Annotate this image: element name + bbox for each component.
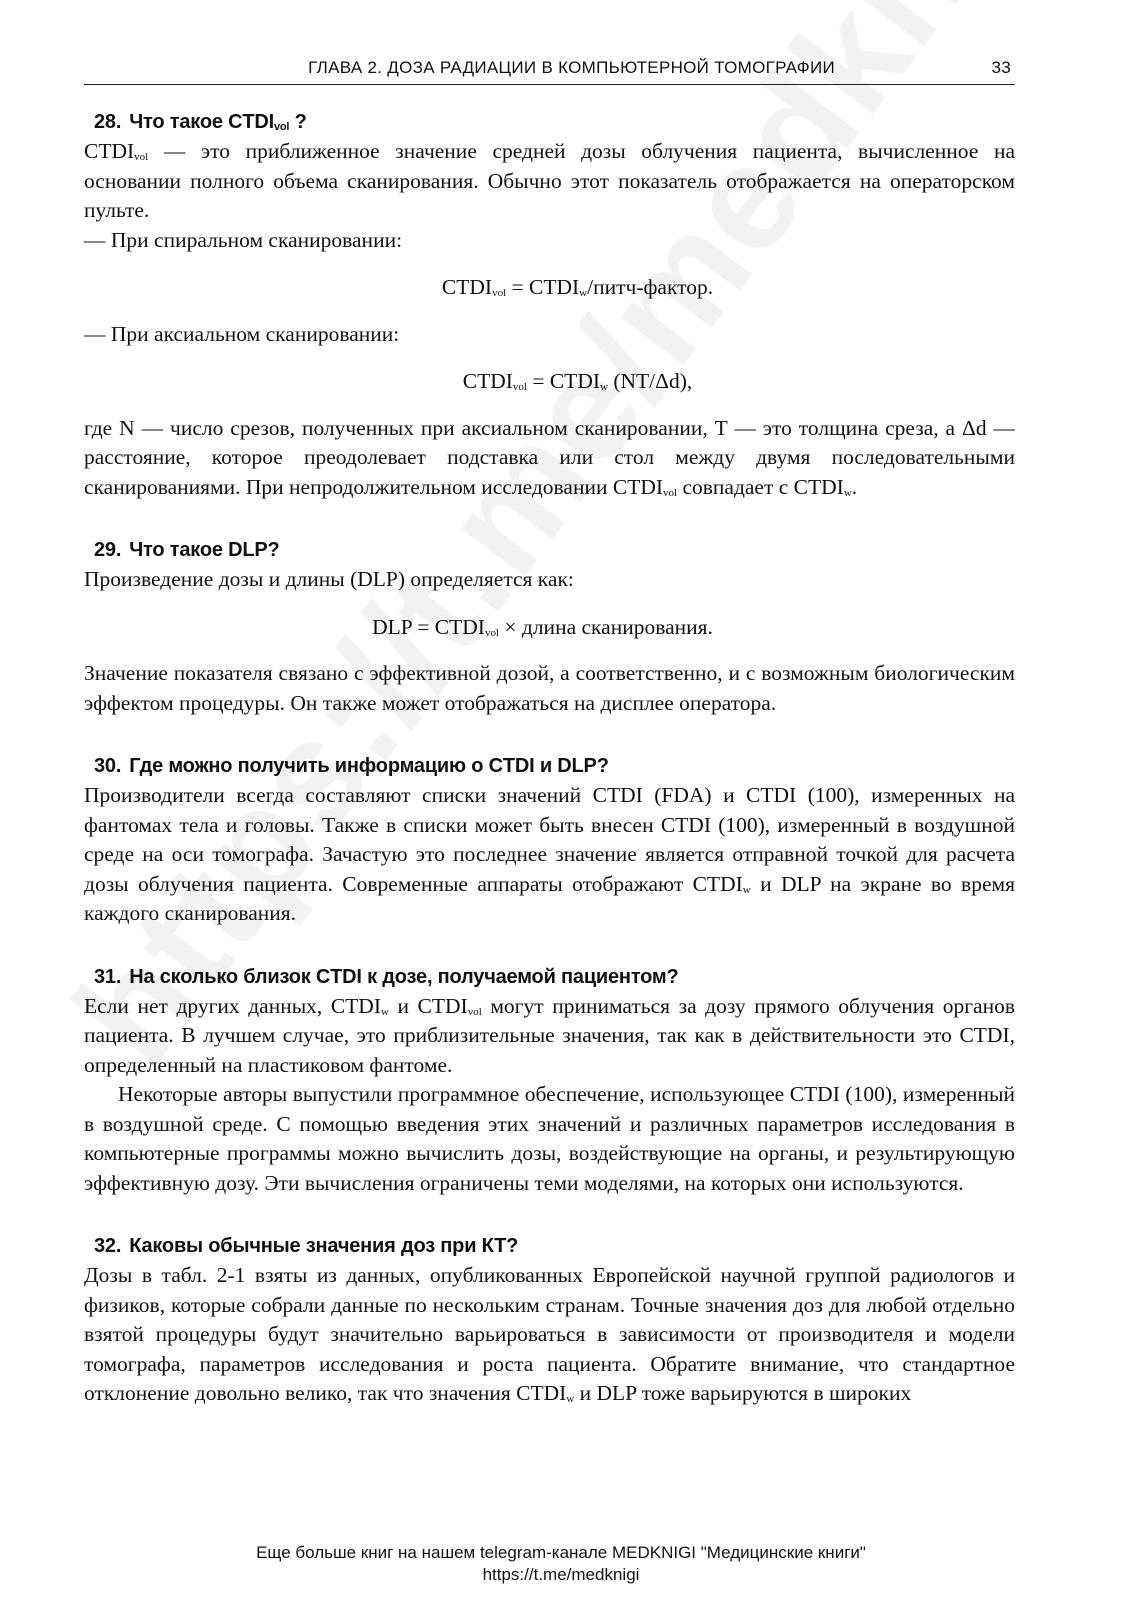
- question-number: 29.: [94, 539, 122, 561]
- paragraph: [84, 414, 1015, 503]
- text-run: (NT/Δd),: [607, 369, 693, 393]
- question-number: 28.: [94, 111, 122, 133]
- section-32: [84, 1231, 1015, 1409]
- paragraph: [84, 137, 1015, 226]
- subscript: vol: [484, 626, 500, 639]
- page-number: 33: [991, 58, 1011, 77]
- text-run: /питч-фактор.: [587, 275, 714, 299]
- question-title: Каковы обычные значения доз при КТ?: [129, 1235, 519, 1257]
- subscript: vol: [663, 486, 678, 499]
- question-heading: [94, 1231, 1015, 1261]
- question-heading: [94, 962, 1015, 992]
- text-run: = CTDI: [506, 275, 580, 299]
- question-heading: [94, 751, 1015, 781]
- paragraph: Значение показателя связано с эффективной дозой, а соответственно, и с возможным биологическим эффектом процедуры. Он также может отображаться на дисплее оператора.: [84, 661, 1015, 715]
- text-run: Производители всегда составляют списки значений CTDI (FDA) и CTDI (100), измеренных на фантомах тела и головы. Также в списки может быть внесен CTDI (100), измеренный в воздушной среде на оси томографа. Зачастую это последнее значение является отправной точкой для расчета дозы облучения пациента. Современные аппараты отображают CTDI: [84, 783, 1015, 896]
- section-31: [84, 962, 1015, 1199]
- question-title: Что такое DLP?: [129, 539, 280, 561]
- section-29: [84, 535, 1015, 718]
- subscript: vol: [512, 381, 527, 393]
- paragraph: — При спиральном сканировании:: [84, 227, 403, 252]
- section-30: [84, 751, 1015, 929]
- question-heading: [94, 107, 1015, 137]
- text-run: совпадает с CTDI: [677, 474, 844, 499]
- subscript: w: [381, 1005, 389, 1018]
- footer-link[interactable]: https://t.me/medknigi: [482, 1565, 640, 1584]
- text-run: — это приближенное значение средней дозы облучения пациента, вычисленное на основании полного объема сканирования. Обычно этот показатель отображается на операторском пульте.: [84, 139, 1015, 222]
- formula-dlp: [70, 613, 1015, 643]
- subscript: w: [566, 1393, 575, 1405]
- subscript: w: [579, 287, 588, 299]
- footer-line-1: Еще больше книг на нашем telegram-канале MEDKNIGI "Медицинские книги": [256, 1543, 866, 1562]
- subscript: w: [843, 486, 852, 499]
- text-run: CTDI: [441, 275, 493, 299]
- text-run: и DLP на экране во время каждого сканирования.: [84, 871, 1015, 925]
- question-title-end: ?: [289, 111, 307, 133]
- text-run: и DLP тоже варьируются в широких: [574, 1381, 912, 1405]
- paragraph: [84, 1261, 1015, 1409]
- text-run: CTDI: [84, 139, 135, 163]
- question-title: На сколько близок CTDI к дозе, получаемой пациентом?: [129, 965, 679, 988]
- text-run: Если нет других данных, CTDI: [84, 993, 381, 1018]
- running-title: ГЛАВА 2. ДОЗА РАДИАЦИИ В КОМПЬЮТЕРНОЙ ТОМОГРАФИИ: [308, 58, 835, 77]
- question-number: 31.: [94, 965, 122, 988]
- footer: [0, 1542, 1122, 1586]
- running-header: [84, 56, 1015, 85]
- formula-helical: [84, 273, 1015, 303]
- text-run: = CTDI: [526, 369, 601, 393]
- subscript: vol: [467, 1005, 482, 1018]
- subscript: vol: [492, 287, 507, 299]
- text-run: DLP = CTDI: [372, 614, 485, 639]
- text-run: .: [851, 474, 858, 499]
- paragraph: [84, 781, 1015, 929]
- question-title: Где можно получить информацию о CTDI и DLP?: [129, 755, 609, 777]
- page-body: [84, 107, 1015, 1409]
- paragraph: Некоторые авторы выпустили программное обеспечение, использующее CTDI (100), измеренный в воздушной среде. С помощью введения этих значений и различных параметров исследования в компьютерные программы можно вычислить дозы, воздействующие на органы, и результирующую эффективную дозу. Эти вычисления ограничены теми моделями, на которых они используются.: [84, 1082, 1015, 1195]
- question-number: 30.: [94, 755, 122, 777]
- question-number: 32.: [94, 1235, 122, 1257]
- text-run: Дозы в табл. 2-1 взяты из данных, опубликованных Европейской научной группой радиологов и физиков, которые собрали данные по нескольким странам. Точные значения доз для любой отдельно взятой процедуры будут значительно варьироваться в зависимости от производителя и модели томографа, параметров исследования и роста пациента. Обратите внимание, что стандартное отклонение довольно велико, так что значения CTDI: [84, 1263, 1015, 1405]
- text-run: где N — число срезов, полученных при аксиальном сканировании, T — это толщина среза, а Δd — расстояние, которое преодолевает подставка или стол между двумя последовательными сканированиями. При непродолжительном исследовании CTDI: [84, 415, 1015, 499]
- paragraph: [84, 992, 1015, 1081]
- text-run: CTDI: [462, 369, 513, 393]
- subscript: w: [600, 381, 608, 393]
- text-run: × длина сканирования.: [499, 614, 713, 639]
- question-title: Что такое CTDI: [129, 111, 274, 133]
- text-run: могут приниматься за дозу прямого облучения органов пациента. В лучшем случае, это приблизительные значения, так как в действительности это CTDI, определенный на пластиковом фантоме.: [84, 993, 1015, 1077]
- paragraph: — При аксиальном сканировании:: [84, 321, 400, 346]
- text-run: и CTDI: [388, 993, 468, 1018]
- subscript: vol: [134, 151, 149, 163]
- paragraph: Произведение дозы и длины (DLP) определяется как:: [84, 567, 574, 591]
- question-heading: [94, 535, 1015, 565]
- section-28: [84, 107, 1015, 502]
- subscript: w: [742, 883, 751, 896]
- formula-axial: [84, 367, 1015, 397]
- subscript: vol: [273, 121, 290, 133]
